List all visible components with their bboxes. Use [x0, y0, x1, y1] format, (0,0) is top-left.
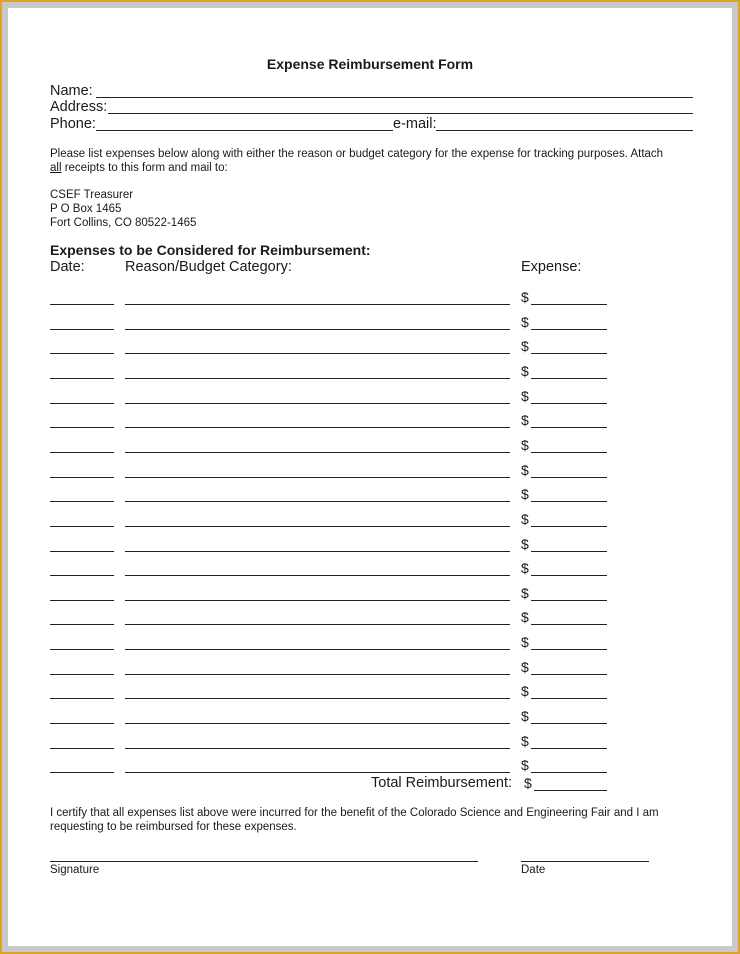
date-field[interactable] [521, 861, 649, 862]
expense-date-field[interactable] [50, 501, 114, 502]
expense-reason-field[interactable] [125, 403, 510, 404]
expense-currency-symbol: $ [521, 388, 529, 404]
form-title: Expense Reimbursement Form [266, 56, 474, 72]
expense-row [8, 658, 732, 682]
expense-row [8, 633, 732, 657]
signature-field[interactable] [50, 861, 478, 862]
expense-amount-field[interactable] [531, 698, 607, 699]
expense-date-field[interactable] [50, 772, 114, 773]
expense-date-field[interactable] [50, 551, 114, 552]
expense-date-field[interactable] [50, 748, 114, 749]
expense-reason-field[interactable] [125, 378, 510, 379]
total-label: Total Reimbursement: [371, 775, 513, 791]
expense-amount-field[interactable] [531, 723, 607, 724]
expense-currency-symbol: $ [521, 708, 529, 724]
column-reason-header: Reason/Budget Category: [125, 259, 292, 275]
expense-row [8, 362, 732, 386]
instructions-line-2 [50, 161, 228, 175]
expense-amount-field[interactable] [531, 353, 607, 354]
expense-reason-field[interactable] [125, 353, 510, 354]
expense-amount-field[interactable] [531, 748, 607, 749]
expense-currency-symbol: $ [521, 585, 529, 601]
expense-reason-field[interactable] [125, 600, 510, 601]
expense-date-field[interactable] [50, 477, 114, 478]
expense-date-field[interactable] [50, 427, 114, 428]
column-expense-header: Expense: [521, 259, 582, 275]
mail-to-line-2: P O Box 1465 [50, 203, 122, 215]
expense-amount-field[interactable] [531, 452, 607, 453]
expense-reason-field[interactable] [125, 723, 510, 724]
expense-amount-field[interactable] [531, 501, 607, 502]
expense-amount-field[interactable] [531, 329, 607, 330]
expense-reason-field[interactable] [125, 575, 510, 576]
expense-reason-field[interactable] [125, 748, 510, 749]
expense-date-field[interactable] [50, 403, 114, 404]
expense-row [8, 337, 732, 361]
signature-label: Signature [50, 864, 100, 876]
expense-currency-symbol: $ [521, 560, 529, 576]
expense-reason-field[interactable] [125, 526, 510, 527]
address-label: Address: [50, 99, 108, 115]
expense-amount-field[interactable] [531, 624, 607, 625]
expense-currency-symbol: $ [521, 289, 529, 305]
expense-reason-field[interactable] [125, 329, 510, 330]
expense-currency-symbol: $ [521, 462, 529, 478]
expense-currency-symbol: $ [521, 659, 529, 675]
email-label: e-mail: [393, 116, 437, 132]
expense-amount-field[interactable] [531, 772, 607, 773]
expense-date-field[interactable] [50, 649, 114, 650]
expense-currency-symbol: $ [521, 437, 529, 453]
expense-row [8, 756, 732, 780]
expense-date-field[interactable] [50, 624, 114, 625]
certify-line-2: requesting to be reimbursed for these expenses. [50, 821, 297, 833]
document-page [8, 8, 732, 946]
expense-reason-field[interactable] [125, 304, 510, 305]
expense-reason-field[interactable] [125, 624, 510, 625]
expense-row [8, 682, 732, 706]
expense-amount-field[interactable] [531, 649, 607, 650]
expense-currency-symbol: $ [521, 683, 529, 699]
expense-row [8, 387, 732, 411]
expense-row [8, 559, 732, 583]
expense-row [8, 732, 732, 756]
expense-date-field[interactable] [50, 353, 114, 354]
expense-row [8, 535, 732, 559]
total-field[interactable] [534, 790, 607, 791]
expense-row [8, 707, 732, 731]
expense-currency-symbol: $ [521, 609, 529, 625]
expense-reason-field[interactable] [125, 501, 510, 502]
expense-amount-field[interactable] [531, 378, 607, 379]
expense-currency-symbol: $ [521, 338, 529, 354]
expense-row [8, 313, 732, 337]
certify-line-1: I certify that all expenses list above were incurred for the benefit of the Colorado Science and Engineering Fair and I am [50, 807, 659, 819]
expense-reason-field[interactable] [125, 427, 510, 428]
expense-row [8, 411, 732, 435]
expense-reason-field[interactable] [125, 477, 510, 478]
expense-row [8, 461, 732, 485]
mail-to-line-1: CSEF Treasurer [50, 189, 134, 201]
expense-date-field[interactable] [50, 600, 114, 601]
expense-date-field[interactable] [50, 674, 114, 675]
expense-amount-field[interactable] [531, 526, 607, 527]
expense-reason-field[interactable] [125, 551, 510, 552]
address-field[interactable] [108, 113, 693, 114]
name-label: Name: [50, 83, 93, 99]
expense-amount-field[interactable] [531, 551, 607, 552]
expense-amount-field[interactable] [531, 600, 607, 601]
expense-row [8, 510, 732, 534]
expense-amount-field[interactable] [531, 674, 607, 675]
expense-amount-field[interactable] [531, 403, 607, 404]
mail-to-line-3: Fort Collins, CO 80522-1465 [50, 217, 197, 229]
expense-currency-symbol: $ [521, 634, 529, 650]
page-frame [2, 2, 738, 952]
expense-currency-symbol: $ [521, 733, 529, 749]
expense-currency-symbol: $ [521, 412, 529, 428]
instructions-emphasis: all [50, 162, 62, 174]
expense-currency-symbol: $ [521, 757, 529, 773]
email-field[interactable] [436, 130, 693, 131]
total-currency-symbol: $ [524, 775, 532, 791]
expense-row [8, 288, 732, 312]
date-label: Date [521, 864, 546, 876]
expense-date-field[interactable] [50, 304, 114, 305]
expense-date-field[interactable] [50, 452, 114, 453]
instructions-line-2-text: receipts to this form and mail to: [61, 162, 228, 174]
expense-currency-symbol: $ [521, 486, 529, 502]
expense-amount-field[interactable] [531, 477, 607, 478]
expense-amount-field[interactable] [531, 427, 607, 428]
name-field[interactable] [96, 97, 693, 98]
expense-row [8, 584, 732, 608]
instructions-line-1: Please list expenses below along with either the reason or budget category for the expense for tracking purposes. Attach [50, 148, 664, 160]
expense-amount-field[interactable] [531, 304, 607, 305]
expense-date-field[interactable] [50, 329, 114, 330]
expense-date-field[interactable] [50, 575, 114, 576]
expense-amount-field[interactable] [531, 575, 607, 576]
expense-currency-symbol: $ [521, 314, 529, 330]
expense-reason-field[interactable] [125, 649, 510, 650]
expense-reason-field[interactable] [125, 772, 510, 773]
expense-currency-symbol: $ [521, 536, 529, 552]
expenses-heading: Expenses to be Considered for Reimbursement: [50, 242, 371, 258]
expense-date-field[interactable] [50, 526, 114, 527]
expense-reason-field[interactable] [125, 674, 510, 675]
expense-date-field[interactable] [50, 723, 114, 724]
phone-field[interactable] [96, 130, 393, 131]
expense-row [8, 485, 732, 509]
expense-date-field[interactable] [50, 378, 114, 379]
expense-row [8, 608, 732, 632]
expense-date-field[interactable] [50, 698, 114, 699]
expense-reason-field[interactable] [125, 698, 510, 699]
phone-label: Phone: [50, 116, 96, 132]
expense-reason-field[interactable] [125, 452, 510, 453]
column-date-header: Date: [50, 259, 85, 275]
expense-row [8, 436, 732, 460]
expense-currency-symbol: $ [521, 511, 529, 527]
expense-currency-symbol: $ [521, 363, 529, 379]
